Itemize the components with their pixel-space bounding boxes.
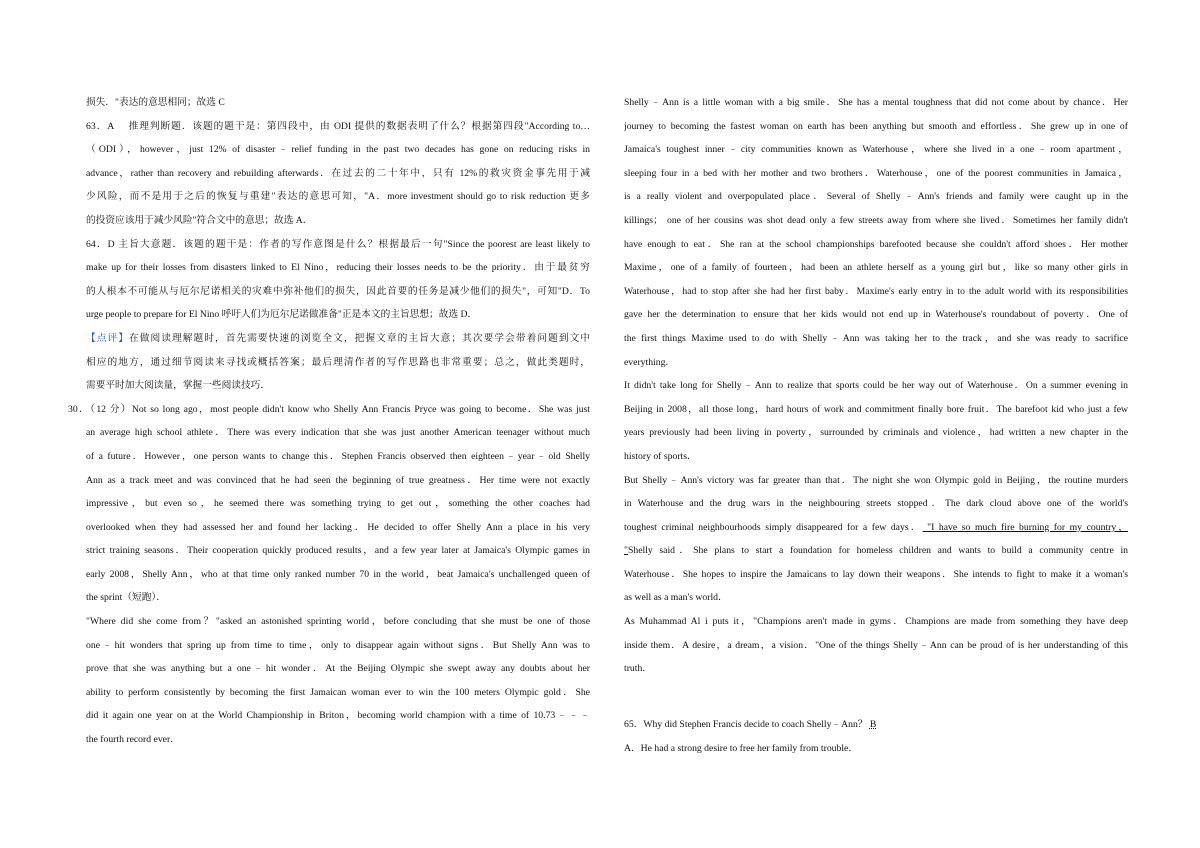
text-line (86, 355, 590, 379)
text-line (624, 331, 1128, 355)
text-line (86, 614, 590, 638)
text-segment: sleeping four in a bed with her mother and two brothers．Waterhouse，one of the poorest communities in Jamaica， (624, 167, 1128, 179)
text-segment: 损失．"表达的意思相同；故选 C (86, 97, 225, 108)
underlined-text: "I have so much fire burning for my country， (922, 521, 1128, 533)
text-line (86, 331, 590, 355)
text-line (86, 119, 590, 143)
text-line (624, 473, 1128, 497)
text-line (86, 543, 590, 567)
text-segment: the fourth record ever． (86, 734, 180, 746)
text-line (86, 496, 590, 520)
text-segment: prove that she was anything but a one﹣hit wonder．At the Beijing Olympic she swept away any doubts about her (86, 663, 590, 675)
text-segment: A．He had a strong desire to free her family from trouble． (624, 743, 859, 755)
text-line (624, 189, 1128, 213)
text-line (624, 166, 1128, 190)
text-line (624, 378, 1128, 402)
text-line (624, 449, 1128, 473)
text-segment: of a future．However，one person wants to change this．Stephen Francis observed then eighteen﹣year﹣old Shelly (86, 450, 590, 462)
text-line (86, 567, 590, 591)
text-segment: years previously had been living in poverty，surrounded by criminals and violence，had written a new chapter in the (624, 427, 1128, 439)
text-segment: It didn't take long for Shelly﹣Ann to realize that sports could be her way out of Waterhouse．On a summer evening in (624, 380, 1128, 392)
text-segment: 的投资应该用于减少风险"符合文中的意思；故选 A． (86, 214, 313, 226)
text-segment: journey to becoming the fastest woman on earth has been anything but smooth and effortless．She grew up in one of (624, 120, 1128, 132)
text-segment: an average high school athlete．There was every indication that she was just another American teenager without much (86, 427, 590, 439)
text-segment: Waterhouse，had to stop after she had her first baby．Maxime's early entry in to the adult world with its responsibilities (624, 285, 1128, 297)
comment-label: 【点评】 (86, 332, 129, 344)
text-line (86, 166, 590, 190)
text-line (86, 189, 590, 213)
text-line (86, 425, 590, 449)
text-segment: gave her the determination to ensure that her kids would not end up in Waterhouse's roundabout of poverty．One of (624, 309, 1128, 321)
text-line (624, 307, 1128, 331)
text-line (86, 284, 590, 308)
text-segment: Maxime，one of a family of fourteen，had been an athlete herself as a young girl but，like so many other girls in (624, 262, 1128, 274)
text-line (624, 402, 1128, 426)
text-segment: 63．A 推理判断题．该题的题干是：第四段中，由 ODI 提供的数据表明了什么？根据第四段"According to… (86, 120, 590, 132)
text-line (86, 95, 590, 119)
text-line (86, 708, 590, 732)
text-line (86, 142, 590, 166)
text-segment: Waterhouse．She hopes to inspire the Jamaicans to lay down their weapons．She intends to fight to make it a woman's (624, 568, 1128, 580)
text-segment: 需要平时加大阅读量，掌握一些阅读技巧． (86, 380, 271, 392)
text-line (624, 213, 1128, 237)
right-column (624, 95, 1128, 765)
text-line (86, 473, 590, 497)
text-line (624, 543, 1128, 567)
text-line (624, 638, 1128, 662)
text-line (86, 590, 590, 614)
text-segment: 相应的地方，通过细节阅读来寻找或概括答案；最后理清作者的写作思路也非常重要；总之，做此类题时， (86, 356, 590, 368)
text-line (624, 355, 1128, 379)
text-segment: Shelly﹣Ann is a little woman with a big smile．She has a mental toughness that did not come about by chance．Her (624, 97, 1128, 108)
left-column (68, 95, 590, 756)
text-segment: 30．（12 分）Not so long ago，most people didn't know who Shelly Ann Francis Pryce was going to become．She was just (68, 403, 590, 415)
text-segment: overlooked when they had assessed her and found her lacking．He decided to offer Shelly Ann a place in his very (86, 521, 590, 533)
text-line (624, 260, 1128, 284)
text-line (86, 260, 590, 284)
text-line (86, 638, 590, 662)
text-line (68, 402, 590, 426)
text-segment: the first things Maxime used to do with Shelly﹣Ann was taking her to the track，and she was ready to sacrifice (624, 332, 1128, 344)
text-segment: as well as a man's world． (624, 592, 728, 604)
text-segment: killings； one of her cousins was shot dead only a few streets away from where she lived．Sometimes her family didn't (624, 214, 1128, 226)
text-segment: inside them．A desire，a dream，a vision．"One of the things Shelly﹣Ann can be proud of is her understanding of this (624, 639, 1128, 651)
text-line (624, 95, 1128, 119)
text-line (624, 237, 1128, 261)
text-segment: impressive，but even so，he seemed there was something trying to get out，something the other coaches had (86, 498, 590, 510)
text-line (624, 142, 1128, 166)
text-line (624, 119, 1128, 143)
text-line (624, 520, 1128, 544)
text-line (624, 567, 1128, 591)
question-line (624, 741, 1128, 765)
text-segment: Shelly said．She plans to start a foundation for homeless children and wants to build a community centre in (627, 545, 1128, 557)
text-segment: one﹣hit wonders that spring up from time to time，only to disappear again without signs．But Shelly Ann was to (86, 639, 590, 651)
text-segment: ability to perform consistently by becoming the first Jamaican woman ever to win the 100 meters Olympic gold．She (86, 686, 590, 698)
text-line (86, 661, 590, 685)
text-line (86, 213, 590, 237)
text-line (86, 732, 590, 756)
question-line (624, 717, 1128, 741)
text-segment: everything． (624, 356, 676, 368)
text-segment: advance，rather than recovery and rebuilding afterwards．在过去的二十年中，只有 12%的救灾资金事先用于减 (86, 167, 590, 179)
text-segment: But Shelly﹣Ann's victory was far greater than that．The night she won Olympic gold in Beijing，the routine murders (624, 474, 1128, 486)
text-segment: is a really violent and overpopulated place．Several of Shelly﹣Ann's friends and family were caught up in the (624, 191, 1128, 203)
text-segment: history of sports． (624, 450, 697, 462)
text-segment: Jamaica's toughest inner﹣city communities known as Waterhouse，where she lived in a one﹣room apartment， (624, 144, 1128, 156)
text-segment: in Waterhouse and the drug wars in the neighbouring streets stopped．The dark cloud above one of the world's (624, 498, 1128, 510)
text-line (624, 661, 1128, 685)
text-segment: truth． (624, 663, 652, 675)
reading-passage (624, 95, 1128, 685)
text-segment: 少风险，而不是用于之后的恢复与重建"表达的意思可知，"A．more investment should go to risk reduction 更多 (86, 191, 590, 203)
text-segment: 在做阅读理解题时，首先需要快速的浏览全文，把握文章的主旨大意；其次要学会带着问题到文中 (128, 332, 590, 344)
underlined-text: " (624, 545, 628, 557)
underlined-text: B (869, 719, 877, 731)
text-segment: did it again one year on at the World Championship in Briton，becoming world champion with a time of 10.73﹣﹣﹣ (86, 710, 590, 722)
text-segment: the sprint（短跑）． (86, 592, 166, 604)
text-segment: 64．D 主旨大意题．该题的题干是：作者的写作意图是什么？根据最后一句"Since the poorest are least likely to (86, 238, 590, 250)
text-line (86, 449, 590, 473)
text-line (86, 520, 590, 544)
text-segment: 的人根本不可能从与厄尔尼诺相关的灾难中弥补他们的损失，因此首要的任务是减少他们的损失"，可知"D．To (86, 285, 590, 297)
text-segment: "Where did she come from？"asked an astonished sprinting world，before concluding that she must be one of those (86, 616, 590, 628)
text-segment: strict training seasons．Their cooperation quickly produced results，and a few year later at Jamaica's Olympic games in (86, 545, 590, 557)
text-segment: toughest criminal neighbourhoods simply disappeared for a few days． (624, 521, 923, 533)
text-segment: As Muhammad Al i puts it，"Champions aren't made in gyms．Champions are made from something they have deep (624, 616, 1128, 628)
text-segment: have enough to eat．She ran at the school championships barefooted because she couldn't afford shoes．Her mother (624, 238, 1128, 250)
text-segment: Beijing in 2008，all those long，hard hours of work and commitment finally bore fruit．The barefoot kid who just a few (624, 403, 1128, 415)
text-line (624, 284, 1128, 308)
text-segment: （ODI），however，just 12% of disaster﹣relief funding in the past two decades has gone on reducing risks in (86, 144, 590, 156)
text-line (624, 590, 1128, 614)
text-line (86, 378, 590, 402)
question-65 (624, 717, 1128, 764)
text-segment: make up for their losses from disasters linked to El Nino，reducing their losses needs to be the priority．由于最贫穷 (86, 262, 590, 274)
blank-line (624, 685, 1128, 709)
text-line (86, 307, 590, 331)
text-line (624, 496, 1128, 520)
text-segment: Ann as a track meet and was convinced that he had seen the beginning of true greatness．Her time were not exactly (86, 474, 590, 486)
text-segment: 65．Why did Stephen Francis decide to coach Shelly﹣Ann？ (624, 719, 870, 731)
text-segment: early 2008，Shelly Ann，who at that time only ranked number 70 in the world，beat Jamaica's unchallenged queen of (86, 568, 590, 580)
text-segment: urge people to prepare for El Nino 呼吁人们为厄尔尼诺做准备"正是本文的主旨思想；故选 D． (86, 309, 478, 321)
text-line (624, 425, 1128, 449)
text-line (86, 685, 590, 709)
text-line (86, 237, 590, 261)
text-line (624, 614, 1128, 638)
